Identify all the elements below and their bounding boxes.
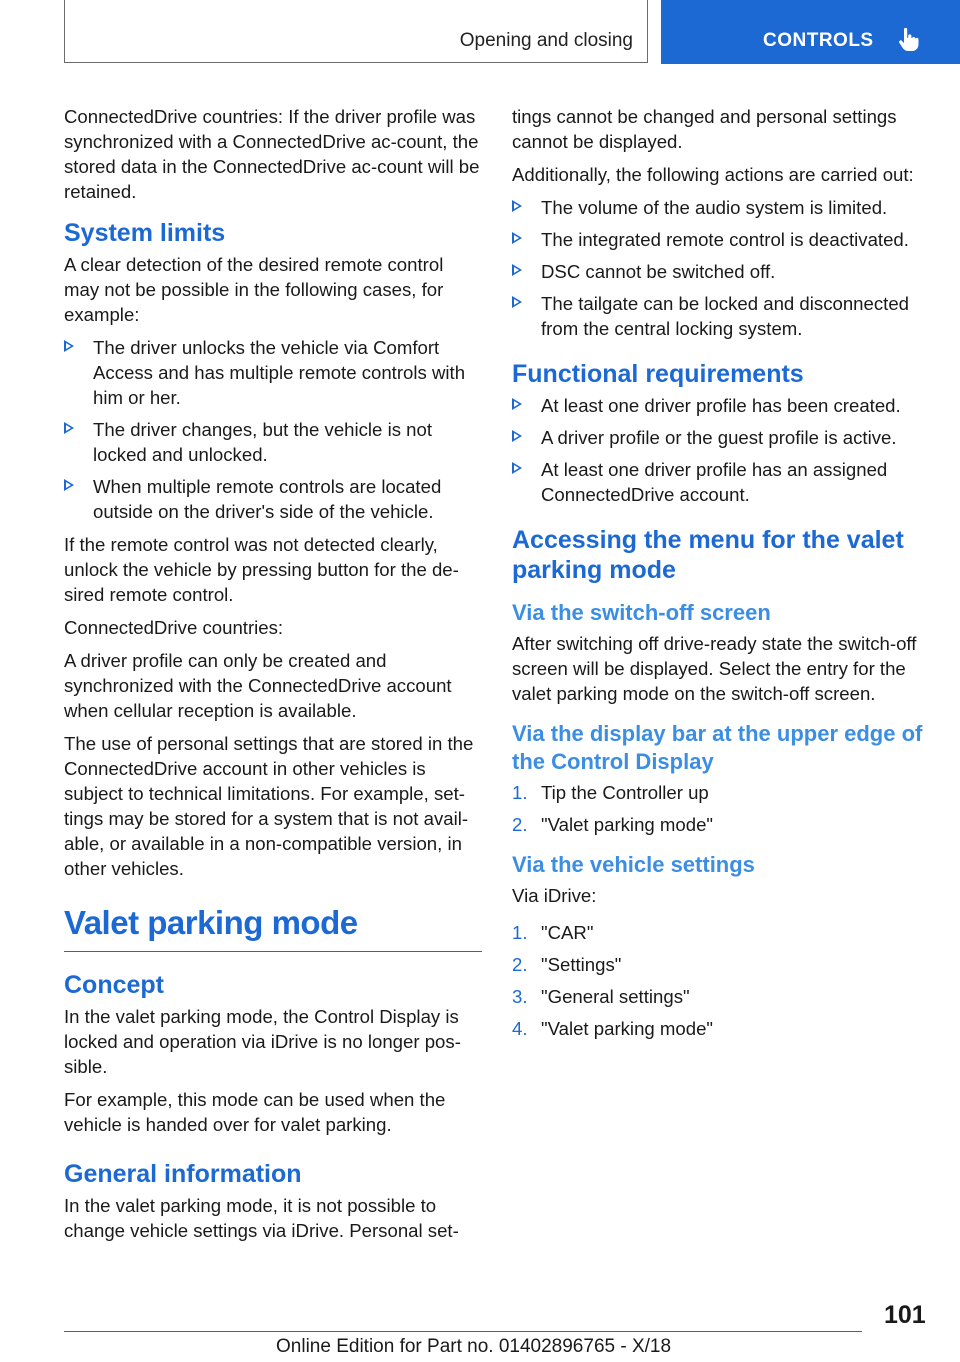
header-section-box xyxy=(64,0,648,63)
heading-accessing-menu: Accessing the menu for the valet parking mode xyxy=(512,526,904,584)
section-title: Opening and closing xyxy=(459,30,633,51)
paragraph: If the remote control was not detected clearly, unlock the vehicle by pressing button for the de-sired remote control. xyxy=(64,534,459,605)
triangle-bullet-icon xyxy=(512,430,522,442)
list-item: The integrated remote control is deactivated. xyxy=(512,227,932,252)
paragraph: Additionally, the following actions are carried out: xyxy=(512,164,914,185)
triangle-bullet-icon xyxy=(512,398,522,410)
paragraph: For example, this mode can be used when the vehicle is handed over for valet parking. xyxy=(64,1089,446,1135)
step-item: 1. Tip the Controller up xyxy=(512,782,709,803)
list-item: At least one driver profile has an assigned ConnectedDrive account. xyxy=(512,457,932,507)
footer-edition: Online Edition for Part no. 01402896765 - X/18 xyxy=(276,1336,672,1357)
paragraph: After switching off drive-ready state the switch-off screen will be displayed. Select the entry for the valet parking mode on the switch-off screen. xyxy=(512,633,917,704)
paragraph: In the valet parking mode, the Control Display is locked and operation via iDrive is no longer pos-sible. xyxy=(64,1006,461,1077)
system-limits-list xyxy=(64,335,482,524)
triangle-bullet-icon xyxy=(512,264,522,276)
list-item: The volume of the audio system is limited. xyxy=(512,195,932,220)
heading-concept: Concept xyxy=(64,971,164,999)
paragraph: A driver profile can only be created and synchronized with the ConnectedDrive account when cellular reception is available. xyxy=(64,650,452,721)
step-item: 2. "Settings" xyxy=(512,954,622,975)
heading-via-vehicle-settings: Via the vehicle settings xyxy=(512,852,755,877)
step-item: 3. "General settings" xyxy=(512,986,690,1007)
heading-functional-requirements: Functional requirements xyxy=(512,360,804,388)
heading-general-information: General information xyxy=(64,1160,302,1188)
list-item: DSC cannot be switched off. xyxy=(512,259,932,284)
triangle-bullet-icon xyxy=(64,479,74,491)
header-chapter-tab[interactable] xyxy=(661,0,960,64)
list-item: The tailgate can be locked and disconnected from the central locking system. xyxy=(512,291,932,341)
step-item: 2. "Valet parking mode" xyxy=(512,814,714,835)
paragraph: Via iDrive: xyxy=(512,885,597,906)
triangle-bullet-icon xyxy=(64,422,74,434)
paragraph: ConnectedDrive countries: xyxy=(64,617,284,638)
list-item: When multiple remote controls are located outside on the driver's side of the vehicle. xyxy=(64,474,482,524)
triangle-bullet-icon xyxy=(512,462,522,474)
list-item: A driver profile or the guest profile is active. xyxy=(512,425,932,450)
step-item: 4. "Valet parking mode" xyxy=(512,1018,714,1039)
left-column xyxy=(64,104,482,1251)
heading-via-switch-off-screen: Via the switch-off screen xyxy=(512,600,771,625)
triangle-bullet-icon xyxy=(512,200,522,212)
heading-via-display-bar: Via the display bar at the upper edge of the Control Display xyxy=(512,721,923,774)
paragraph: tings cannot be changed and personal settings cannot be displayed. xyxy=(512,106,897,152)
page-number: 101 xyxy=(884,1301,926,1329)
hand-pointer-icon xyxy=(897,27,921,53)
paragraph: The use of personal settings that are stored in the ConnectedDrive account in other vehicles is subject to technical limitations. For example, set-tings may be stored for a system that is not avail-able, or available in a non-compatible version, in other vehicles. xyxy=(64,733,474,879)
heading-valet-parking-mode: Valet parking mode xyxy=(64,903,482,952)
heading-system-limits: System limits xyxy=(64,219,226,247)
triangle-bullet-icon xyxy=(512,296,522,308)
display-bar-steps xyxy=(512,780,932,837)
right-column xyxy=(512,104,932,1049)
list-item: The driver unlocks the vehicle via Comfort Access and has multiple remote controls with him or her. xyxy=(64,335,482,410)
paragraph: In the valet parking mode, it is not possible to change vehicle settings via iDrive. Personal set- xyxy=(64,1195,459,1241)
paragraph: ConnectedDrive countries: If the driver profile was synchronized with a ConnectedDrive ac-count, the stored data in the ConnectedDrive ac-count will be retained. xyxy=(64,106,480,202)
triangle-bullet-icon xyxy=(512,232,522,244)
footer-divider xyxy=(64,1331,862,1332)
functional-requirements-list xyxy=(512,393,932,507)
vehicle-settings-steps xyxy=(512,920,932,1041)
list-item: At least one driver profile has been created. xyxy=(512,393,932,418)
step-item: 1. "CAR" xyxy=(512,922,594,943)
chapter-title: CONTROLS xyxy=(763,30,874,51)
list-item: The driver changes, but the vehicle is not locked and unlocked. xyxy=(64,417,482,467)
paragraph: A clear detection of the desired remote control may not be possible in the following cases, for example: xyxy=(64,254,444,325)
actions-list xyxy=(512,195,932,341)
triangle-bullet-icon xyxy=(64,340,74,352)
